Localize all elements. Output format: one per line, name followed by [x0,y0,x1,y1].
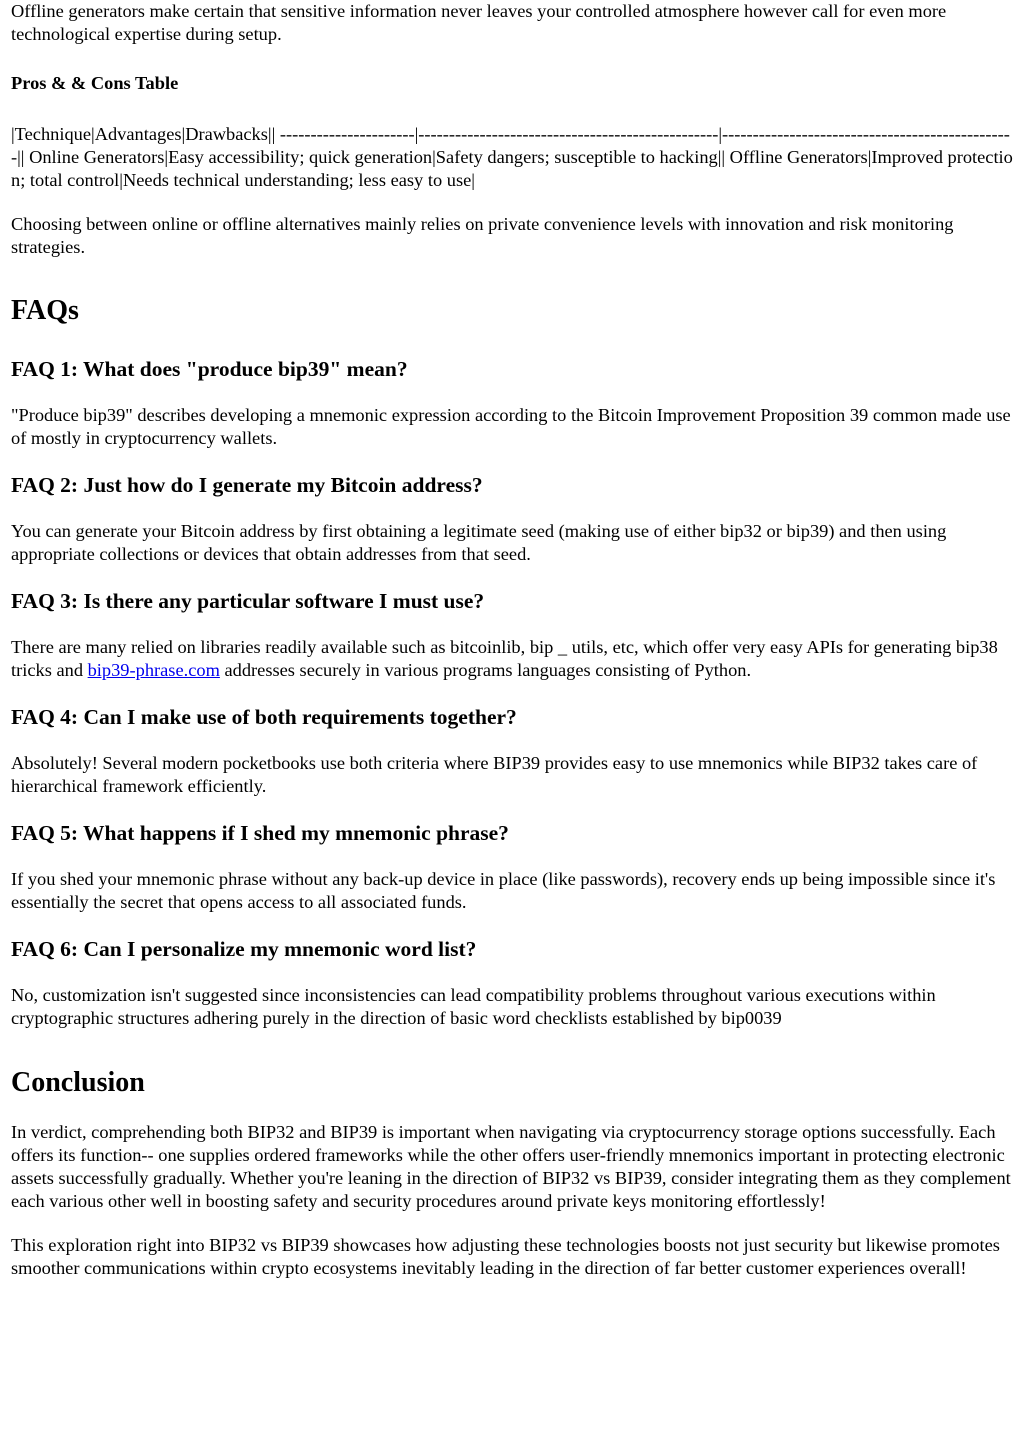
faq-question-5: FAQ 5: What happens if I shed my mnemonic phrase? [11,821,509,845]
choosing-paragraph: Choosing between online or offline alternatives mainly relies on private convenience levels with innovation and risk monitoring strategies. [11,214,954,257]
pros-cons-title: Pros & & Cons Table [11,73,179,93]
conclusion-paragraph-1: In verdict, comprehending both BIP32 and BIP39 is important when navigating via cryptocurrency storage options successfully. Each offers its function-- one supplies ordered frameworks while the other offers user-friendly mnemonics important in protecting electronic assets successfully gradually. Whether you're leaning in the direction of BIP32 vs BIP39, consider integrating them as they complement each various other well in boosting safety and security procedures around private keys monitoring effortlessly! [11,1122,1011,1211]
faq-answer-3-text-after: addresses securely in various programs languages consisting of Python. [219,660,752,680]
faq-question-1: FAQ 1: What does "produce bip39" mean? [11,357,408,381]
faq-question-6: FAQ 6: Can I personalize my mnemonic word list? [11,937,477,961]
conclusion-heading: Conclusion [11,1067,145,1098]
bip39-phrase-link[interactable]: bip39-phrase.com [87,660,220,680]
faq-answer-3-text-before: There are many relied on libraries readily available such as bitcoinlib, bip _ utils, etc, which offer very easy APIs for generating bip38 tricks and [11,637,998,680]
faqs-heading: FAQs [11,295,79,326]
faq-answer-3 [11,636,1013,682]
faq-answer-5: If you shed your mnemonic phrase without any back-up device in place (like passwords), recovery ends up being impossible since it's essentially the secret that opens access to all associated funds. [11,869,996,912]
conclusion-paragraph-2: This exploration right into BIP32 vs BIP39 showcases how adjusting these technologies boosts not just security but likewise promotes smoother communications within crypto ecosystems inevitably leading in the direction of far better customer experiences overall! [11,1235,1000,1278]
faq-question-4: FAQ 4: Can I make use of both requirements together? [11,705,517,729]
faq-answer-4: Absolutely! Several modern pocketbooks use both criteria where BIP39 provides easy to use mnemonics while BIP32 takes care of hierarchical framework efficiently. [11,753,978,796]
intro-paragraph: Offline generators make certain that sensitive information never leaves your controlled atmosphere however call for even more technological expertise during setup. [11,1,947,44]
faq-question-3: FAQ 3: Is there any particular software I must use? [11,589,485,613]
faq-answer-6: No, customization isn't suggested since inconsistencies can lead compatibility problems throughout various executions within cryptographic structures adhering purely in the direction of basic word checklists established by bip0039 [11,985,936,1028]
pros-cons-table-text: |Technique|Advantages|Drawbacks|| ----------------------|-------------------------------------------------|------------------------------------------------|| Online Generators|Easy accessibility; quick generation|Safety dangers; susceptible to hacking|| Offline Generators|Improved protection; total control|Needs technical understanding; less easy to use| [11,124,1013,190]
faq-answer-1: "Produce bip39" describes developing a mnemonic expression according to the Bitcoin Improvement Proposition 39 common made use of mostly in cryptocurrency wallets. [11,405,1011,448]
faq-answer-2: You can generate your Bitcoin address by first obtaining a legitimate seed (making use of either bip32 or bip39) and then using appropriate collections or devices that obtain addresses from that seed. [11,521,947,564]
faq-question-2: FAQ 2: Just how do I generate my Bitcoin address? [11,473,483,497]
